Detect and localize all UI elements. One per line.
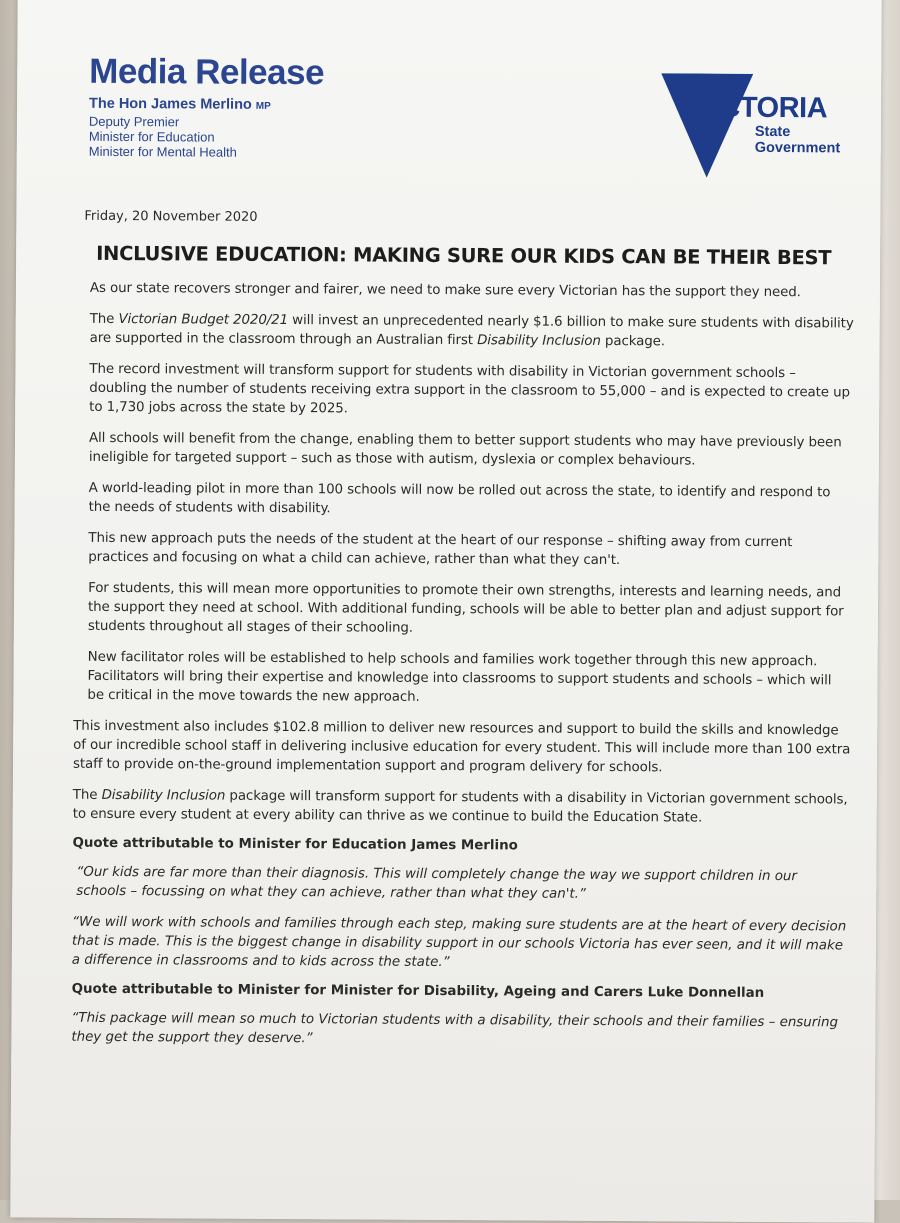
paragraph-emphasis: Disability Inclusion	[101, 787, 226, 804]
paragraph-text: package will transform support for students with a disability in Victorian government schools, to ensure every student at every ability can thrive as we continue to build the Education State.	[72, 788, 848, 826]
paragraph	[76, 310, 854, 353]
logo-wordmark: VICTORIA	[692, 91, 828, 125]
paragraph: All schools will benefit from the change, enabling them to better support students who may have previously been ineligible for targeted support – such as those with autism, dyslexia or complex behaviours.	[88, 430, 842, 469]
paragraph: New facilitator roles will be established to help schools and families work together through this new approach. Facilitators will bring their expertise and knowledge into classrooms to support students and schools – which will be critical in the move towards the new approach.	[87, 649, 832, 705]
paragraph: A world-leading pilot in more than 100 schools will now be rolled out across the state, to identify and respond to the needs of students with disability.	[88, 480, 831, 517]
quote: “This package will mean so much to Victorian students with a disability, their schools and their families – ensuring they get the support they deserve.”	[71, 1010, 839, 1047]
minister-role: Minister for Education	[88, 128, 215, 145]
paragraph: This investment also includes $102.8 million to deliver new resources and support to build the skills and knowledge of our incredible school staff in delivering inclusive education for every student. This will include more than 100 extra staff to provide on-the-ground implementation support and program delivery for schools.	[72, 718, 851, 776]
minister-name-text: The Hon James Merlino	[89, 95, 252, 113]
quote: “Our kids are far more than their diagnosis. This will completely change the way we support children in our schools – focussing on what they can achieve, rather than what they can't.”	[76, 864, 797, 902]
paragraph: This new approach puts the needs of the student at the heart of our response – shifting away from current practices and focusing on what a child can achieve, rather than what they can't.	[88, 530, 793, 569]
paragraph: For students, this will mean more opportunities to promote their own strengths, interests and learning needs, and the support they need at school. With additional funding, schools will be able to better plan and adjust support for students throughout all stages of their schooling.	[87, 580, 844, 636]
headline: INCLUSIVE EDUCATION: MAKING SURE OUR KIDS CAN BE THEIR BEST	[96, 241, 832, 270]
release-body	[71, 209, 854, 1064]
paragraph: As our state recovers stronger and fairer, we need to make sure every Victorian has the support they need.	[89, 280, 801, 301]
paragraph-text: The	[72, 787, 102, 803]
release-date: Friday, 20 November 2020	[84, 208, 258, 225]
minister-role: Deputy Premier	[88, 113, 180, 130]
quote: “We will work with schools and families through each step, making sure students are at the heart of every decision that is made. This is the biggest change in disability support in our schools Victoria has ever seen, and it will make a difference in classrooms and to kids across the state.”	[71, 914, 847, 971]
letterhead	[88, 51, 325, 160]
quote-heading: Quote attributable to Minister for Education James Merlino	[72, 835, 518, 854]
victoria-triangle-icon	[661, 73, 754, 178]
quote-heading: Quote attributable to Minister for Minister for Disability, Ageing and Carers Luke Donnellan	[71, 981, 765, 1001]
paragraph-text: The	[89, 311, 119, 327]
media-release-page	[10, 0, 881, 1223]
logo-subtitle	[755, 124, 841, 157]
paragraph-text: will invest an unprecedented nearly $1.6 billion to make sure students with disability are supported in the classroom through an Australian first	[89, 313, 854, 349]
minister-name	[89, 96, 324, 115]
minister-role: Minister for Mental Health	[88, 143, 237, 160]
paragraph: The record investment will transform support for students with disability in Victorian government schools – doubling the number of students receiving extra support in the classroom to 55,000 – and is expected to create up to 1,730 jobs across the state by 2025.	[89, 361, 850, 417]
minister-suffix: MP	[255, 100, 271, 112]
victoria-state-government-logo	[661, 73, 862, 184]
paragraph-emphasis: Disability Inclusion	[477, 333, 601, 349]
logo-subtitle-line: State	[754, 123, 791, 141]
logo-subtitle-line: Government	[754, 139, 841, 157]
paragraph	[73, 786, 851, 829]
document-title: Media Release	[89, 51, 325, 93]
paragraph-emphasis: Victorian Budget 2020/21	[118, 311, 289, 329]
paragraph-text: package.	[600, 333, 666, 350]
